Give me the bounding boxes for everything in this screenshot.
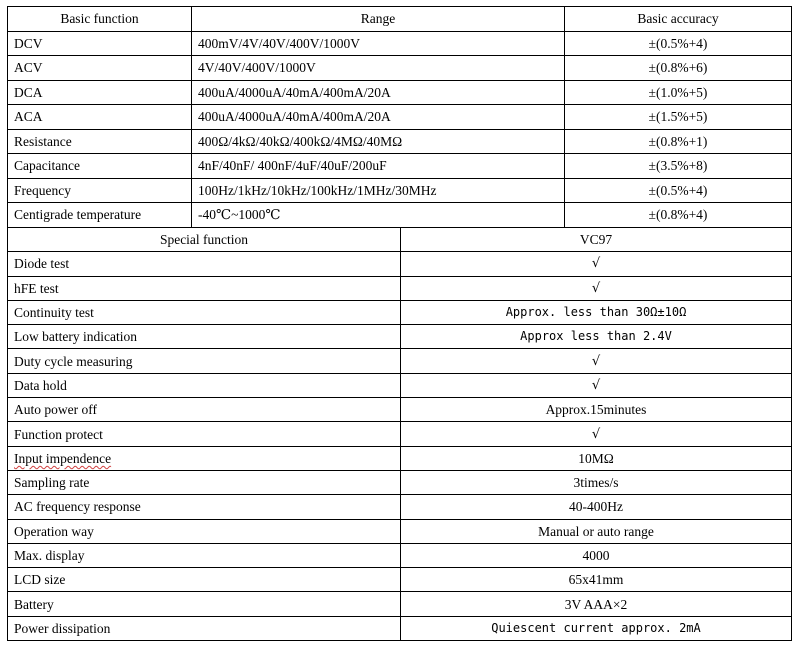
accuracy-cell: ±(1.0%+5) xyxy=(565,80,792,105)
function-cell: Resistance xyxy=(8,129,192,154)
accuracy-cell: ±(0.8%+6) xyxy=(565,56,792,81)
accuracy-cell: ±(1.5%+5) xyxy=(565,105,792,130)
function-cell: hFE test xyxy=(8,276,401,300)
value-cell: 4000 xyxy=(401,543,792,567)
value-cell: Approx. less than 30Ω±10Ω xyxy=(401,300,792,324)
header-basic-function: Basic function xyxy=(8,7,192,32)
value-cell: 3times/s xyxy=(401,470,792,494)
table-row xyxy=(8,398,792,422)
function-cell: Data hold xyxy=(8,373,401,397)
function-cell: DCA xyxy=(8,80,192,105)
check-mark-icon: √ xyxy=(401,276,792,300)
table-row xyxy=(8,543,792,567)
special-function-table xyxy=(7,227,792,641)
table-row xyxy=(8,300,792,324)
header-model: VC97 xyxy=(401,228,792,252)
table-row xyxy=(8,470,792,494)
basic-function-table xyxy=(7,6,792,228)
table-row xyxy=(8,495,792,519)
table-row xyxy=(8,349,792,373)
function-cell: Battery xyxy=(8,592,401,616)
check-mark-icon: √ xyxy=(401,349,792,373)
table-row xyxy=(8,568,792,592)
table-row xyxy=(8,56,792,81)
value-cell: Quiescent current approx. 2mA xyxy=(401,616,792,640)
table-row xyxy=(8,154,792,179)
table-row xyxy=(8,105,792,130)
range-cell: 400uA/4000uA/40mA/400mA/20A xyxy=(192,80,565,105)
value-cell: 40-400Hz xyxy=(401,495,792,519)
function-cell: Duty cycle measuring xyxy=(8,349,401,373)
check-mark-icon: √ xyxy=(401,422,792,446)
table-row xyxy=(8,80,792,105)
function-cell: DCV xyxy=(8,31,192,56)
function-cell: Power dissipation xyxy=(8,616,401,640)
value-cell: Approx.15minutes xyxy=(401,398,792,422)
header-special-function: Special function xyxy=(8,228,401,252)
header-range: Range xyxy=(192,7,565,32)
table-row xyxy=(8,373,792,397)
table-row xyxy=(8,203,792,228)
table-row xyxy=(8,252,792,276)
function-cell: Max. display xyxy=(8,543,401,567)
function-cell: Function protect xyxy=(8,422,401,446)
function-cell: Low battery indication xyxy=(8,325,401,349)
spellcheck-underlined-label: Input impendence xyxy=(14,450,112,466)
function-cell: ACV xyxy=(8,56,192,81)
range-cell: 400uA/4000uA/40mA/400mA/20A xyxy=(192,105,565,130)
value-cell: 10MΩ xyxy=(401,446,792,470)
function-cell xyxy=(8,446,401,470)
value-cell: 65x41mm xyxy=(401,568,792,592)
accuracy-cell: ±(0.8%+4) xyxy=(565,203,792,228)
value-cell: 3V AAA×2 xyxy=(401,592,792,616)
table-row xyxy=(8,276,792,300)
table-row xyxy=(8,422,792,446)
table-row xyxy=(8,178,792,203)
range-cell: 100Hz/1kHz/10kHz/100kHz/1MHz/30MHz xyxy=(192,178,565,203)
range-cell: 400Ω/4kΩ/40kΩ/400kΩ/4MΩ/40MΩ xyxy=(192,129,565,154)
accuracy-cell: ±(0.8%+1) xyxy=(565,129,792,154)
range-cell: 4nF/40nF/ 400nF/4uF/40uF/200uF xyxy=(192,154,565,179)
header-basic-accuracy: Basic accuracy xyxy=(565,7,792,32)
function-cell: Continuity test xyxy=(8,300,401,324)
accuracy-cell: ±(3.5%+8) xyxy=(565,154,792,179)
check-mark-icon: √ xyxy=(401,252,792,276)
range-cell: 4V/40V/400V/1000V xyxy=(192,56,565,81)
table-row xyxy=(8,446,792,470)
value-cell: Manual or auto range xyxy=(401,519,792,543)
accuracy-cell: ±(0.5%+4) xyxy=(565,31,792,56)
function-cell: Frequency xyxy=(8,178,192,203)
function-cell: Operation way xyxy=(8,519,401,543)
function-cell: Diode test xyxy=(8,252,401,276)
table-row xyxy=(8,592,792,616)
function-cell: Capacitance xyxy=(8,154,192,179)
table-header-row xyxy=(8,7,792,32)
table-row xyxy=(8,325,792,349)
range-cell: -40℃~1000℃ xyxy=(192,203,565,228)
table-row xyxy=(8,616,792,640)
check-mark-icon: √ xyxy=(401,373,792,397)
function-cell: ACA xyxy=(8,105,192,130)
value-cell: Approx less than 2.4V xyxy=(401,325,792,349)
table-row xyxy=(8,519,792,543)
function-cell: Sampling rate xyxy=(8,470,401,494)
function-cell: Auto power off xyxy=(8,398,401,422)
accuracy-cell: ±(0.5%+4) xyxy=(565,178,792,203)
function-cell: Centigrade temperature xyxy=(8,203,192,228)
table-row xyxy=(8,129,792,154)
table-header-row xyxy=(8,228,792,252)
table-row xyxy=(8,31,792,56)
function-cell: AC frequency response xyxy=(8,495,401,519)
range-cell: 400mV/4V/40V/400V/1000V xyxy=(192,31,565,56)
function-cell: LCD size xyxy=(8,568,401,592)
